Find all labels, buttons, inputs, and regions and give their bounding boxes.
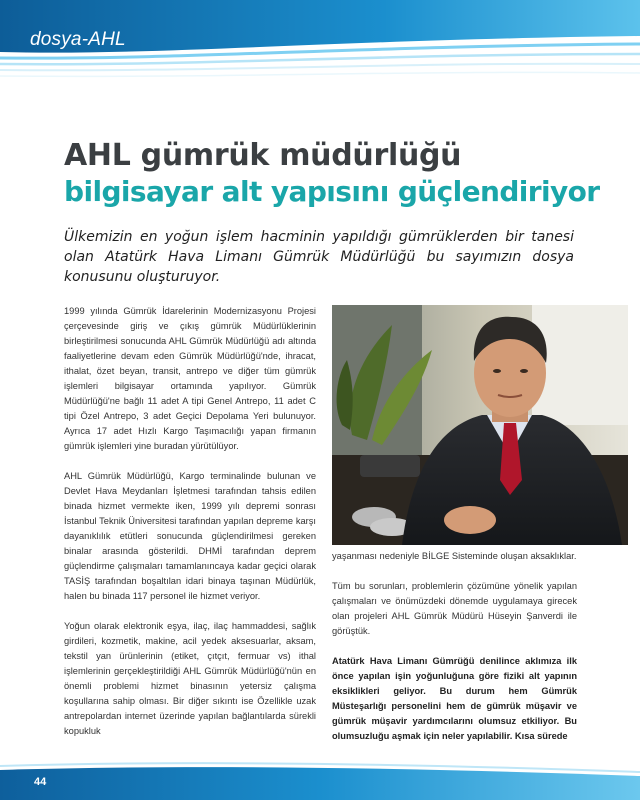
manager-portrait-photo [332, 305, 628, 545]
page-number: 44 [34, 776, 47, 788]
footer-wave-band [0, 760, 640, 800]
section-label: dosya-AHL [30, 29, 126, 50]
article-lead: Ülkemizin en yoğun işlem hacminin yapıldığı gümrüklerden bir tanesi olan Atatürk Hava Limanı Gümrük Müdürlüğü bu sayımızın dosya konusunu oluşturuyor. [64, 229, 574, 285]
body-paragraph: 1999 yılında Gümrük İdarelerinin Modernizasyonu Projesi çerçevesinde giriş ve çıkış gümrük Müdürlüklerinin birleştirilmesi sonucunda AHL Gümrük Müdürlüğü adı altında faaliyetlerine devam eden Gümrük Müdürlüğü'nde, ihracat, ithalat, özet beyan, transit, antrepo ve diğer tüm gümrük işlemleri bilgisayar ortamında yapılıyor. Gümrük Müdürlüğü'ne bağlı 11 adet A tipi Genel Antrepo, 11 adet C tipi Özel Antrepo, 3 adet Geçici Depolama Yeri bulunuyor. Ayrıca 17 adet Hızlı Kargo Taşımacılığı yapan firmanın gümrük işlemleri yine buradan yürütülüyor. [64, 306, 316, 451]
interview-question: Atatürk Hava Limanı Gümrüğü denilince aklımıza ilk önce yapılan işin yoğunluğuna göre fiziki alt yapının eksiklikleri geliyor. Bu durum hem Gümrük Müsteşarlığı personelini hem de gümrük müşavir ve gümrük müşavir yardımcılarını olumsuz etkiliyor. Bu olumsuzluğu aşmak için neler yapılabilir. Kısa sürede [332, 656, 577, 741]
article-title-line2: bilgisayar alt yapısını güçlendiriyor [64, 175, 600, 208]
article-title-line1: AHL gümrük müdürlüğü [64, 138, 462, 173]
body-paragraph: Yoğun olarak elektronik eşya, ilaç, ilaç hammaddesi, sağlık girdileri, kozmetik, makine, acil yedek aksesuarlar, aksam, tekstil yan ürünlerinin (etiket, çıtçıt, fermuar vs) ithal işlemlerinin gerçekleştirildiği AHL Gümrük Müdürlüğü'nün en önemli problemi hizmet binasının yetersiz çalışma koşullarına sahip olması. Bir diğer sıkıntı ise Özellikle uzak antrepolardan internet üzerinde yapılan bağlantılarda sürekli kopukluk [64, 621, 316, 736]
body-paragraph: AHL Gümrük Müdürlüğü, Kargo terminalinde bulunan ve Devlet Hava Meydanları İşletmesi tarafından tahsis edilen binada hizmet vermekte iken, 1999 yılı depremi sonrası İstanbul Teknik Üniversitesi tarafından yapılan depreme karşı dayanıklılık etütleri sonucunda güçlendirilmesi gereken binalar arasında gösterildi. DHMİ tarafından deprem güçlendirme çalışmaları tamamlanıncaya kadar geçici olarak TASİŞ tarafından boşaltılan idari binaya taşınan Müdürlük, halen bu binada 117 personel ile hizmet veriyor. [64, 471, 316, 601]
right-column [332, 549, 577, 759]
body-paragraph: yaşanması nedeniyle BİLGE Sisteminde oluşan aksaklıklar. [332, 551, 577, 561]
left-column [64, 304, 316, 754]
body-paragraph: Tüm bu sorunları, problemlerin çözümüne yönelik yapılan çalışmaları ve önümüzdeki dönemde uygulamaya girecek olan projeleri AHL Gümrük Müdürü Hüseyin Şanverdi ile görüştük. [332, 581, 577, 636]
